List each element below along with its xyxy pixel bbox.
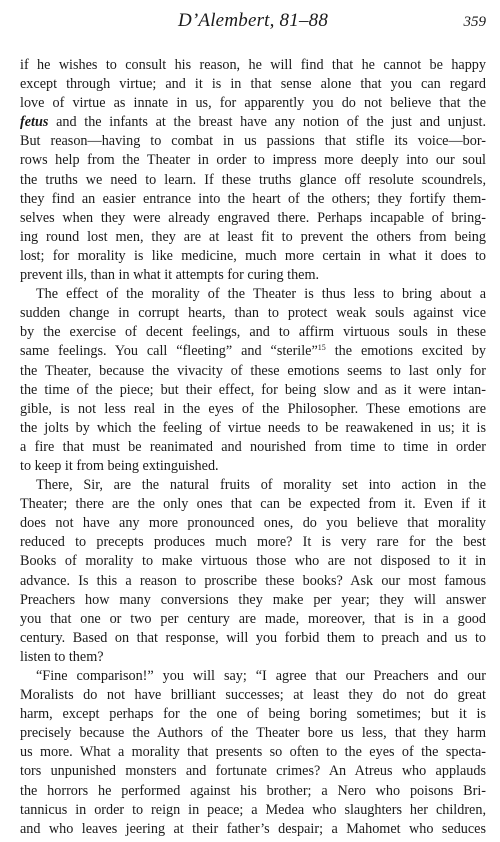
text-line: the Theater, because the vivacity of these emotions seems to last only for [20, 362, 486, 379]
text-line: the time of the piece; but their effect, for being slow and as it were intan- [20, 381, 486, 398]
text-line: ing round lost men, they are at least fit to prevent the others from being [20, 228, 486, 245]
italic-word: fetus [20, 114, 49, 131]
line-text: the emotions excited by [325, 343, 486, 360]
text-line: The effect of the morality of the Theater is thus less to bring about a [36, 286, 486, 303]
text-line: sudden change in corrupt hearts, than to protect weak souls against vice [20, 305, 486, 322]
text-line: a fire that must be reanimated and nourished from time to time in order [20, 438, 486, 455]
line-text: same feelings. You call “fleeting” and “sterile” [20, 343, 318, 360]
text-line: except through virtue; and it is in that sense alone that you can regard [20, 76, 486, 93]
text-line: harm, except perhaps for the one of being boring sometimes; but it is [20, 706, 486, 723]
page-header [20, 8, 486, 38]
text-line: precisely because the Authors of the Theater bore us less, that they harm [20, 725, 486, 742]
text-line: the truths we need to learn. If these truths glance off resolute scoundrels, [20, 171, 486, 188]
text-line: to keep it from being extinguished. [20, 457, 219, 474]
text-line: the jolts by which the feeling of virtue needs to be reawakened in us; it is [20, 419, 486, 436]
page-number: 359 [463, 14, 486, 30]
text-line: Theater; there are the only ones that can be expected from it. Even if it [20, 496, 486, 513]
text-line: Books of morality to make virtuous those who are not disposed to it in [20, 553, 486, 570]
text-line: tannicus in order to reign in peace; a Medea who slaughters her children, [20, 801, 486, 818]
text-line [20, 342, 486, 361]
text-line: gible, is not less real in the eyes of the Philosopher. These emotions are [20, 400, 486, 417]
text-line: us more. What a morality that presents so often to the eyes of the specta- [20, 744, 486, 761]
text-line: rows help from the Theater in order to impress more deeply into our soul [20, 152, 486, 169]
text-line: reduced to precepts produces much more? It is very rare for the best [20, 534, 486, 551]
text-line: “Fine comparison!” you will say; “I agree that our Preachers and our [36, 668, 486, 684]
text-line: There, Sir, are the natural fruits of morality set into action in the [36, 477, 486, 494]
text-line: the horrors he performed against his brother; a Nero who poisons Bri- [20, 782, 486, 799]
text-line [20, 113, 486, 132]
text-line: and who leaves jeering at their father’s despair; a Mahomet who seduces [20, 820, 486, 837]
text-line: they find an easier entrance into the heart of the others; they fortify them- [20, 190, 486, 207]
text-line: by the exercise of decent feelings, and to affirm virtuous souls in these [20, 324, 486, 341]
text-line: if he wishes to consult his reason, he will find that he cannot be happy [20, 57, 486, 73]
text-line: does not have any more pronounced ones, do you believe that morality [20, 515, 486, 532]
text-line: Moralists do not have brilliant successes; at least they do not do great [20, 687, 486, 704]
line-text: and the infants at the breast have any notion of the just and unjust. [48, 114, 486, 131]
text-line: listen to them? [20, 648, 104, 665]
text-line: Preachers how many conversions they make per year; they will answer [20, 591, 486, 608]
footnote-marker: 15 [317, 343, 326, 353]
text-line: But reason—having to combat in us passions that stifle its voice—bor- [20, 133, 486, 150]
text-line: prevent ills, than in what it attempts for curing them. [20, 267, 320, 284]
running-head: D’Alembert, 81–88 [177, 10, 329, 31]
body-text [20, 56, 486, 839]
text-line: century. Based on that response, will you forbid them to preach and us to [20, 629, 486, 646]
text-line: tors unpunished monsters and fortunate crimes? An Atreus who applauds [20, 763, 486, 780]
text-line: love of virtue as innate in us, for apparently you do not believe that the [20, 95, 486, 112]
text-line: advance. Is this a reason to proscribe these books? Ask our most famous [20, 572, 486, 589]
text-line: selves when they were already engraved there. Perhaps incapable of bring- [20, 209, 486, 226]
text-line: you that one or two per century are made, moreover, that is in a good [20, 610, 486, 627]
text-line: lost; for morality is like medicine, much more certain in what it does to [20, 247, 486, 264]
